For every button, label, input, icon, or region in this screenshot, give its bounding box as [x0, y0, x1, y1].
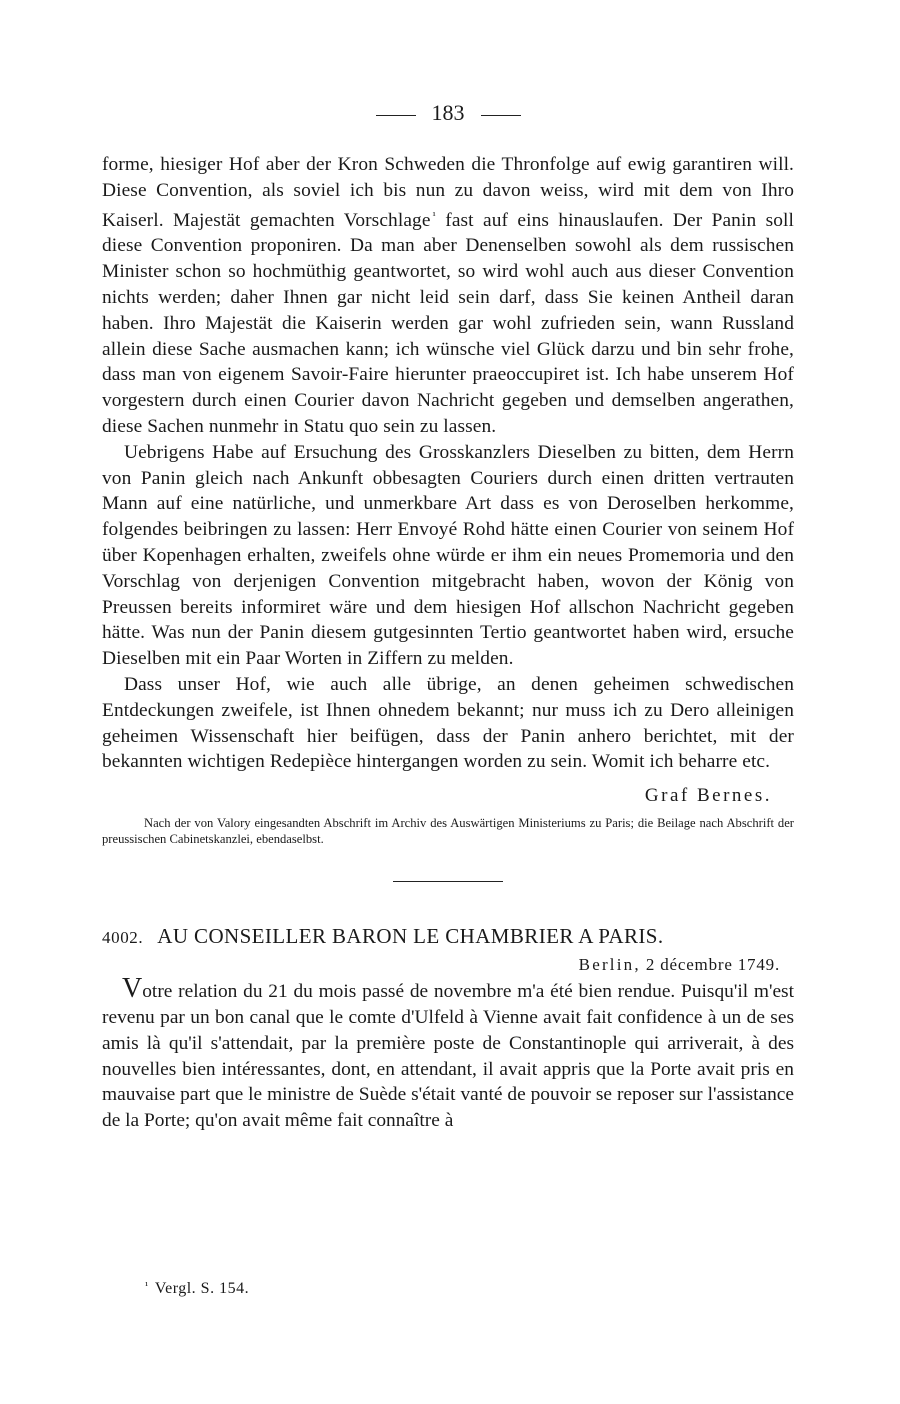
signature-row: [102, 775, 794, 807]
date-city: Berlin,: [578, 955, 641, 975]
page-header: [102, 100, 794, 126]
paragraph-1: [102, 152, 794, 440]
paragraph-2: Uebrigens Habe auf Ersuchung des Grosskanzlers Dieselben zu bitten, dem Herrn von Panin gleich nach Ankunft obbesagten Couriers durch einen dritten vertrauten Mann auf eine natürliche, und unmerkbare Art dass es von Deroselben herkomme, folgendes beibringen zu lassen: Herr Envoyé Rohd hätte einen Courier von seinem Hof über Kopenhagen erhalten, zweifels ohne würde er ihm ein neues Promemoria und den Vorschlag von derjenigen Convention mitgebracht haben, wovon der König von Preussen bereits informiret wäre und dem hiesigen Hof allschon Nachricht gegeben hätte. Was nun der Panin diesem gutgesinnten Tertio geantwortet haben wird, ersuche Dieselben mit ein Paar Worten in Ziffern zu melden.: [102, 441, 794, 670]
date-line: [102, 955, 780, 975]
paragraph-1-text: forme, hiesiger Hof aber der Kron Schweden die Thronfolge auf ewig garantiren will. Diese Convention, als soviel ich bis nun zu davon weiss, wird mit dem von Ihro Kaiserl. Majestät gemachten Vorschlage: [102, 154, 794, 231]
page: [102, 100, 794, 1153]
paragraph-1-continued: fast auf eins hinauslaufen. Der Panin soll diese Convention proponiren. Da man aber Denenselben sowohl als dem russischen Minister schon so hochmüthig geantwortet, so wird wohl auch aus dieser Convention nichts werden; daher Ihnen gar nicht leid sein darf, dass Sie keinen Antheil daran haben. Ihro Majestät die Kaiserin werden gar wohl zufrieden sein, wann Russland allein diese Sache ausmachen kann; ich wünsche viel Glück darzu und bin sehr frohe, dass man von eigenem Savoir-Faire hierunter praeoccupiret ist. Ich habe unserem Hof vorgestern durch einen Courier davon Nachricht gegeben und demselben angerathen, diese Sachen nunmehr in Statu quo sein zu lassen.: [102, 209, 794, 437]
initial-letter: V: [122, 973, 143, 1005]
header-dash-left: [376, 115, 416, 116]
signature: Graf Bernes.: [644, 785, 772, 807]
paragraph-3: Dass unser Hof, wie auch alle übrige, an denen geheimen schwedischen Entdeckungen zweifele, ist Ihnen ohnedem bekannt; nur muss ich zu Dero alleinigen geheimen Wissenschaft hier beifügen, dass der Panin anhero berichtet, mit der bekannten wichtigen Redepièce hintergangen worden zu sein. Womit ich beharre etc.: [102, 673, 794, 773]
footnote-text: Vergl. S. 154.: [154, 1280, 250, 1297]
footnote: [145, 1280, 249, 1298]
letter-text: otre relation du 21 du mois passé de novembre m'a été bien rendue. Puisqu'il m'est revenu par un bon canal que le comte d'Ulfeld à Vienne avait fait confidence à un de ses amis là qu'il s'attendait, par la première poste de Constantinople qui arriverait, à des nouvelles bien intéressantes, dont, en attendant, il avait appris que la Porte avait pris en mauvaise part que le ministre de Suède s'était vanté de pouvoir se reposer sur l'assistance de la Porte; qu'on avait même fait connaître à: [102, 981, 794, 1132]
letter-body: [102, 973, 794, 1134]
footnote-marker: ¹: [145, 1280, 149, 1292]
document-heading: [102, 924, 794, 949]
date-value: 2 décembre 1749.: [645, 955, 780, 975]
section-divider: [393, 881, 503, 882]
source-note: Nach der von Valory eingesandten Abschrift im Archiv des Auswärtigen Ministeriums zu Paris; die Beilage nach Abschrift der preussischen Cabinetskanzlei, ebendaselbst.: [102, 816, 794, 847]
header-dash-right: [481, 115, 521, 116]
closing-block: [102, 672, 794, 775]
footnote-reference: ¹: [432, 209, 436, 222]
document-title: AU CONSEILLER BARON LE CHAMBRIER A PARIS.: [157, 924, 664, 949]
document-number: 4002.: [102, 928, 144, 948]
page-number: 183: [431, 100, 465, 125]
